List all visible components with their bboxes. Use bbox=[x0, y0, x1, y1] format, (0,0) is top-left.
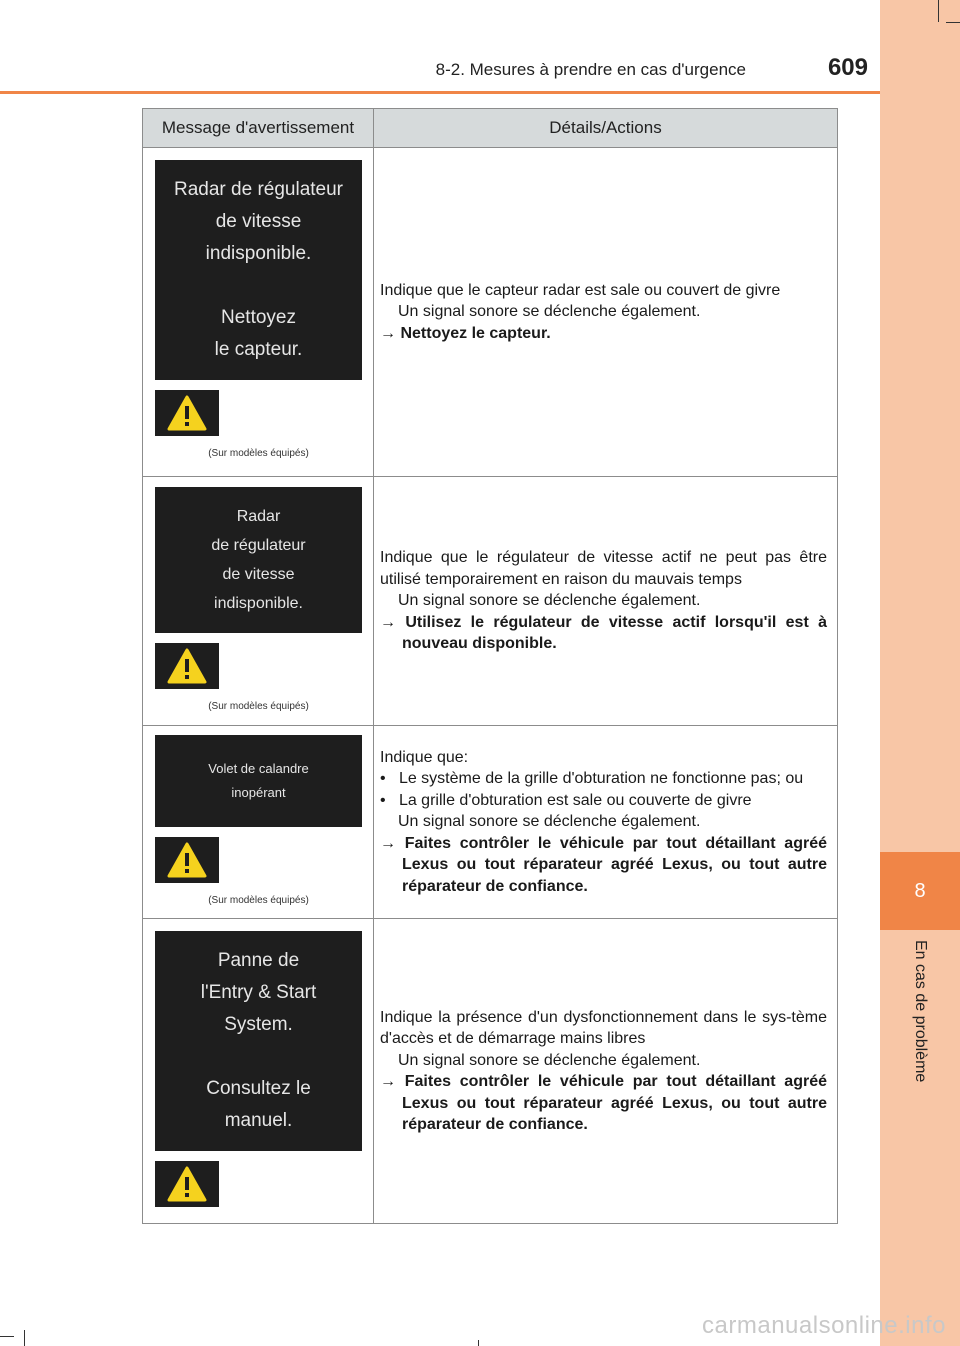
header-warning-message: Message d'avertissement bbox=[143, 109, 374, 148]
arrow-icon: → bbox=[380, 613, 406, 631]
equipped-models-note: (Sur modèles équipés) bbox=[208, 447, 309, 459]
display-screen: Radar de régulateur de vitesse indisponible. bbox=[155, 487, 362, 633]
arrow-icon: → bbox=[380, 834, 405, 852]
table-header-row bbox=[143, 109, 838, 148]
warning-triangle-icon bbox=[155, 1161, 219, 1207]
display-screen: Volet de calandre inopérant bbox=[155, 735, 362, 827]
warning-triangle-icon bbox=[155, 643, 219, 689]
page-number: 609 bbox=[827, 54, 868, 81]
display-screen: Radar de régulateur de vitesse indisponible. Nettoyez le capteur. bbox=[155, 160, 362, 380]
warning-image-cell bbox=[143, 477, 374, 726]
warning-image-cell bbox=[143, 148, 374, 477]
arrow-icon: → bbox=[380, 324, 401, 342]
crop-mark bbox=[0, 1336, 14, 1337]
table-row bbox=[143, 477, 838, 726]
table-row bbox=[143, 919, 838, 1224]
warning-image-cell bbox=[143, 726, 374, 919]
section-title: 8-2. Mesures à prendre en cas d'urgence bbox=[435, 60, 746, 79]
chapter-number: 8 bbox=[914, 879, 926, 902]
chapter-title: En cas de problème bbox=[912, 940, 929, 1083]
crop-mark bbox=[938, 0, 939, 22]
header-rule bbox=[0, 91, 880, 94]
page-header bbox=[0, 48, 880, 88]
watermark: carmanualsonline.info bbox=[702, 1312, 946, 1339]
table-row bbox=[143, 148, 838, 477]
warning-triangle-icon bbox=[155, 837, 219, 883]
details-cell: Indique la présence d'un dysfonctionnement dans le sys-tème d'accès et de démarrage mains libres Un signal sonore se déclenche également. → Faites contrôler le véhicule par tout détaillant agréé Lexus ou tout réparateur agréé Lexus, ou tout autre réparateur de confiance. bbox=[374, 919, 838, 1224]
crop-mark bbox=[946, 22, 960, 23]
arrow-icon: → bbox=[380, 1073, 405, 1090]
warning-message-table bbox=[142, 108, 838, 1224]
warning-triangle-icon bbox=[155, 390, 219, 436]
details-cell: Indique que le régulateur de vitesse actif ne peut pas être utilisé temporairement en raison du mauvais temps Un signal sonore se déclenche également. → Utilisez le régulateur de vitesse actif lorsqu'il est à nouveau disponible. bbox=[374, 477, 838, 726]
equipped-models-note: (Sur modèles équipés) bbox=[208, 700, 309, 712]
bullet-icon: • bbox=[380, 770, 399, 788]
details-cell: Indique que: • Le système de la grille d'obturation ne fonctionne pas; ou • La grille d'obturation est sale ou couverte de givre Un signal sonore se déclenche également. → Faites contrôler le véhicule par tout détaillant agréé Lexus ou tout réparateur agréé Lexus, ou tout autre réparateur de confiance. bbox=[374, 726, 838, 919]
table-row bbox=[143, 726, 838, 919]
equipped-models-note: (Sur modèles équipés) bbox=[208, 894, 309, 906]
chapter-number-tab bbox=[880, 852, 960, 930]
side-chapter-strip bbox=[880, 0, 960, 1346]
header-details-actions: Détails/Actions bbox=[374, 109, 838, 148]
crop-mark bbox=[24, 1330, 25, 1346]
bullet-icon: • bbox=[380, 791, 399, 809]
warning-image-cell bbox=[143, 919, 374, 1224]
display-screen: Panne de l'Entry & Start System. Consultez le manuel. bbox=[155, 931, 362, 1151]
crop-mark bbox=[478, 1340, 479, 1346]
details-cell: Indique que le capteur radar est sale ou couvert de givre Un signal sonore se déclenche également. → Nettoyez le capteur. bbox=[374, 148, 838, 477]
